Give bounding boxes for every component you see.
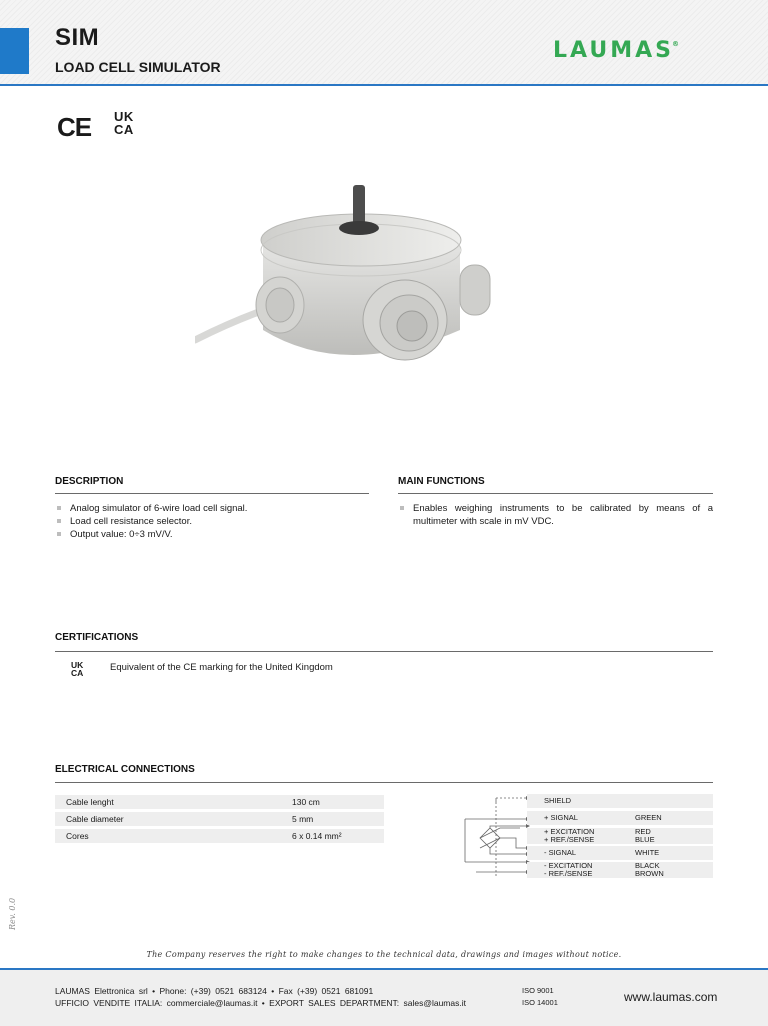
certifications-divider <box>55 651 713 652</box>
spec-label: Cores <box>66 831 89 841</box>
wire-signal: - SIGNAL <box>544 848 577 857</box>
wire-row <box>527 794 713 808</box>
electrical-divider <box>55 782 713 783</box>
description-list <box>55 502 369 541</box>
wire-color: GREEN <box>635 813 662 822</box>
bullet-icon <box>57 519 61 523</box>
revision-label: Rev. 0.0 <box>8 897 17 930</box>
description-divider <box>55 493 369 494</box>
description-item-text: Analog simulator of 6-wire load cell signal. <box>70 503 248 514</box>
wire-row <box>527 862 713 878</box>
wire-color: BLUE <box>635 835 655 844</box>
main-functions-divider <box>398 493 713 494</box>
product-photo <box>195 180 495 380</box>
wire-signal: - EXCITATION <box>544 861 593 870</box>
description-item <box>55 502 369 515</box>
spec-row <box>55 829 384 843</box>
main-functions-item-text: Enables weighing instruments to be calibrated by means of a multimeter with scale in mV VDC. <box>413 503 713 527</box>
spec-value: 5 mm <box>292 814 314 824</box>
website-link[interactable]: www.laumas.com <box>624 990 718 1004</box>
bullet-icon <box>57 506 61 510</box>
wire-signal: + EXCITATION <box>544 827 595 836</box>
iso-9001-label: ISO 9001 <box>522 986 554 995</box>
footer-sales-line: UFFICIO VENDITE ITALIA: commerciale@laumas.it • EXPORT SALES DEPARTMENT: sales@laumas.it <box>55 998 466 1008</box>
logo-text: LAUMAS <box>553 38 674 63</box>
wire-color: BROWN <box>635 869 664 878</box>
disclaimer-text: The Company reserves the right to make changes to the technical data, drawings and images without notice. <box>146 950 622 959</box>
description-item-text: Load cell resistance selector. <box>70 516 192 527</box>
ukca-mark <box>114 110 134 136</box>
certifications-heading: CERTIFICATIONS <box>55 632 139 643</box>
wire-row <box>527 846 713 860</box>
bullet-icon <box>400 506 404 510</box>
certification-text: Equivalent of the CE marking for the United Kingdom <box>110 662 333 673</box>
main-functions-item <box>398 502 713 528</box>
ukca-mark-line1: UK <box>114 109 134 124</box>
wiring-diagram <box>460 792 530 884</box>
spec-label: Cable lenght <box>66 797 114 807</box>
electrical-heading: ELECTRICAL CONNECTIONS <box>55 764 195 775</box>
header-accent-tab <box>0 28 29 74</box>
description-heading: DESCRIPTION <box>55 476 124 487</box>
wire-signal: + REF./SENSE <box>544 835 595 844</box>
ukca-cert-icon <box>71 661 83 677</box>
spec-label: Cable diameter <box>66 814 124 824</box>
registered-mark: ® <box>672 40 679 48</box>
product-title: SIM <box>55 24 100 51</box>
ukca-cert-line1: UK <box>71 660 84 670</box>
wire-color: RED <box>635 827 651 836</box>
wire-signal: SHIELD <box>544 796 572 805</box>
wire-row <box>527 828 713 844</box>
iso-14001-label: ISO 14001 <box>522 998 558 1007</box>
main-functions-list <box>398 502 713 528</box>
wire-color: WHITE <box>635 848 660 857</box>
ukca-mark-line2: CA <box>114 122 134 137</box>
ce-mark: CE <box>57 112 92 142</box>
main-functions-heading: MAIN FUNCTIONS <box>398 476 485 487</box>
spec-row <box>55 795 384 809</box>
ukca-cert-line2: CA <box>71 668 84 678</box>
wire-signal: - REF./SENSE <box>544 869 593 878</box>
spec-value: 130 cm <box>292 797 320 807</box>
description-item <box>55 528 369 541</box>
bullet-icon <box>57 532 61 536</box>
product-subtitle: LOAD CELL SIMULATOR <box>55 59 221 75</box>
wire-signal: + SIGNAL <box>544 813 578 822</box>
wire-color: BLACK <box>635 861 660 870</box>
description-item-text: Output value: 0÷3 mV/V. <box>70 529 173 540</box>
spec-value: 6 x 0.14 mm² <box>292 831 342 841</box>
description-item <box>55 515 369 528</box>
wire-row <box>527 811 713 825</box>
laumas-logo <box>553 38 681 63</box>
spec-row <box>55 812 384 826</box>
footer-contact-line: LAUMAS Elettronica srl • Phone: (+39) 0521 683124 • Fax (+39) 0521 681091 <box>55 986 374 996</box>
